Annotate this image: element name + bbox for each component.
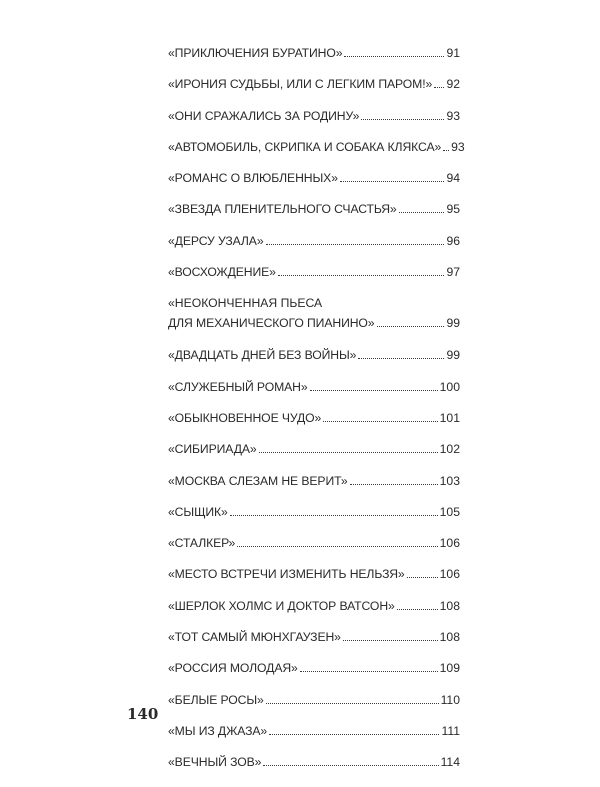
dot-leader: [361, 119, 444, 120]
toc-entry-page-number: 95: [446, 202, 460, 217]
toc-entry-title: «СТАЛКЕР»: [168, 536, 236, 551]
dot-leader: [443, 150, 449, 151]
toc-entry-title: «СЛУЖЕБНЫЙ РОМАН»: [168, 379, 308, 394]
dot-leader: [278, 275, 445, 276]
toc-entry-title: «РОМАНС О ВЛЮБЛЕННЫХ»: [168, 171, 338, 186]
page-number: 140: [127, 705, 159, 723]
toc-entry: [168, 109, 460, 140]
toc-entry-line: [168, 139, 465, 154]
toc-entry: [168, 296, 460, 348]
dot-leader: [434, 87, 444, 88]
toc-entry: [168, 139, 465, 171]
toc-entry-line: [168, 411, 460, 425]
toc-entry-title: «СЫЩИК»: [168, 504, 228, 519]
toc-entry: [168, 234, 460, 265]
dot-leader: [397, 609, 438, 610]
toc-entry-title: «МЫ ИЗ ДЖАЗА»: [168, 723, 268, 738]
toc-entry-line: [168, 265, 460, 279]
dot-leader: [344, 56, 444, 57]
toc-entry: [168, 661, 460, 692]
table-of-contents: [168, 46, 465, 787]
toc-entry-title: «ЗВЕЗДА ПЛЕНИТЕЛЬНОГО СЧАСТЬЯ»: [168, 202, 397, 217]
toc-entry-page-number: 106: [439, 567, 460, 582]
dot-leader: [266, 244, 445, 245]
toc-entry-page-number: 108: [439, 630, 460, 645]
dot-leader: [340, 181, 445, 182]
toc-entry: [168, 599, 460, 630]
toc-entry-page-number: 93: [451, 139, 465, 154]
dot-leader: [358, 358, 444, 359]
toc-entry-title: «ОНИ СРАЖАЛИСЬ ЗА РОДИНУ»: [168, 108, 360, 123]
toc-entry-page-number: 93: [446, 108, 460, 123]
toc-entry-line: [168, 442, 460, 456]
dot-leader: [399, 212, 445, 213]
toc-entry: [168, 474, 460, 505]
toc-entry-page-number: 96: [446, 233, 460, 248]
dot-leader: [259, 452, 438, 453]
toc-entry-page-number: 97: [446, 265, 460, 280]
dot-leader: [230, 515, 438, 516]
toc-entry-page-number: 94: [446, 171, 460, 186]
toc-entry-title: «ВЕЧНЫЙ ЗОВ»: [168, 755, 262, 770]
toc-entry: [168, 755, 460, 786]
toc-entry: [168, 567, 460, 598]
toc-entry-line: [168, 474, 460, 488]
toc-entry-title: «СИБИРИАДА»: [168, 442, 257, 457]
toc-entry: [168, 46, 460, 77]
toc-entry-page-number: 101: [439, 410, 460, 425]
toc-entry-line: [168, 599, 460, 613]
toc-entry-page-number: 108: [439, 598, 460, 613]
dot-leader: [269, 734, 439, 735]
toc-entry-line: [168, 234, 460, 248]
toc-entry-title: «ШЕРЛОК ХОЛМС И ДОКТОР ВАТСОН»: [168, 598, 395, 613]
toc-entry-page-number: 114: [440, 755, 460, 770]
toc-entry-page-number: 105: [439, 504, 460, 519]
dot-leader: [263, 765, 438, 766]
toc-entry-line: [168, 536, 460, 550]
toc-entry-title: «БЕЛЫЕ РОСЫ»: [168, 692, 264, 707]
toc-entry-title: «ПРИКЛЮЧЕНИЯ БУРАТИНО»: [168, 46, 343, 60]
toc-entry-page-number: 110: [440, 692, 460, 707]
toc-entry-line: [168, 109, 460, 123]
toc-entry-page-number: 102: [439, 442, 460, 457]
toc-entry-title: «РОССИЯ МОЛОДАЯ»: [168, 661, 298, 676]
toc-entry-title: «ВОСХОЖДЕНИЕ»: [168, 265, 276, 280]
dot-leader: [310, 390, 438, 391]
toc-entry: [168, 505, 460, 536]
toc-entry-title: «ДВАДЦАТЬ ДНЕЙ БЕЗ ВОЙНЫ»: [168, 348, 357, 363]
toc-entry-page-number: 111: [441, 723, 460, 738]
toc-entry: [168, 411, 460, 442]
toc-entry-page-number: 100: [439, 379, 460, 394]
toc-entry-title: ДЛЯ МЕХАНИЧЕСКОГО ПИАНИНО»: [168, 316, 375, 331]
toc-entry: [168, 693, 460, 724]
toc-entry-line: [168, 724, 460, 738]
toc-entry-title: «МОСКВА СЛЕЗАМ НЕ ВЕРИТ»: [168, 473, 348, 488]
dot-leader: [343, 640, 438, 641]
toc-entry-page-number: 99: [446, 348, 460, 363]
toc-entry-line: [168, 661, 460, 675]
toc-entry-line: [168, 316, 460, 330]
toc-entry-line: [168, 567, 460, 581]
toc-entry: [168, 265, 460, 296]
toc-entry-line: [168, 693, 460, 707]
toc-entry-title: «МЕСТО ВСТРЕЧИ ИЗМЕНИТЬ НЕЛЬЗЯ»: [168, 567, 405, 582]
toc-entry-title: «ДЕРСУ УЗАЛА»: [168, 233, 264, 248]
toc-entry-line: [168, 77, 460, 91]
toc-entry: [168, 171, 460, 202]
dot-leader: [377, 326, 445, 327]
toc-entry-line: [168, 755, 460, 769]
dot-leader: [323, 421, 437, 422]
dot-leader: [266, 703, 439, 704]
toc-entry-page-number: 103: [439, 473, 460, 488]
toc-entry-line: [168, 380, 460, 394]
toc-entry-page-number: 109: [439, 661, 460, 676]
toc-entry-line: [168, 202, 460, 216]
toc-entry-line: [168, 46, 460, 60]
toc-entry: [168, 536, 460, 567]
toc-entry-line: [168, 171, 460, 185]
toc-entry: [168, 630, 460, 661]
toc-entry: [168, 202, 460, 233]
toc-entry-line: [168, 630, 460, 644]
toc-entry-page-number: 106: [439, 536, 460, 551]
toc-entry-title: «АВТОМОБИЛЬ, СКРИПКА И СОБАКА КЛЯКСА»: [168, 139, 442, 154]
dot-leader: [300, 671, 438, 672]
toc-entry-title: «ТОТ САМЫЙ МЮНХГАУЗЕН»: [168, 630, 341, 645]
toc-entry-title-first-line: «НЕОКОНЧЕННАЯ ПЬЕСА: [168, 296, 323, 311]
toc-entry: [168, 77, 460, 108]
dot-leader: [350, 484, 438, 485]
toc-entry-title: «ИРОНИЯ СУДЬБЫ, ИЛИ С ЛЕГКИМ ПАРОМ!»: [168, 77, 433, 92]
toc-entry-page-number: 91: [446, 46, 460, 60]
toc-entry-line: [168, 505, 460, 519]
dot-leader: [237, 546, 437, 547]
toc-entry: [168, 724, 460, 755]
toc-entry: [168, 348, 460, 379]
toc-entry: [168, 380, 460, 411]
toc-entry: [168, 442, 460, 473]
toc-entry-title: «ОБЫКНОВЕННОЕ ЧУДО»: [168, 410, 322, 425]
toc-entry-page-number: 99: [446, 316, 460, 331]
toc-entry-line: [168, 348, 460, 362]
dot-leader: [407, 577, 438, 578]
toc-entry-page-number: 92: [446, 77, 460, 92]
